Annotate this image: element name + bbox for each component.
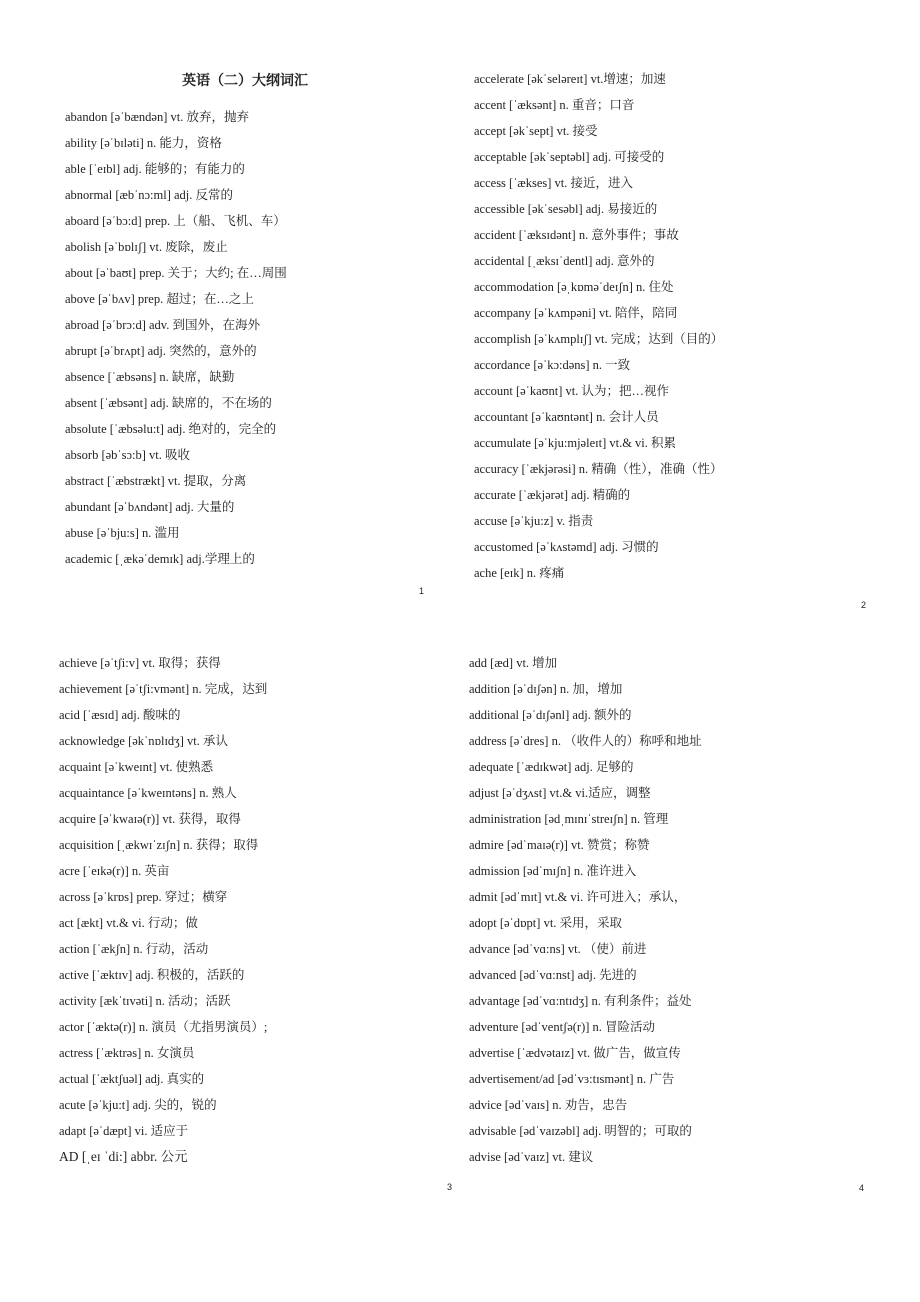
vocab-entry: absorb [əbˈsɔ:b] vt. 吸收: [65, 448, 190, 462]
vocab-entry: accordance [əˈkɔ:dəns] n. 一致: [474, 358, 631, 372]
vocab-entry: acknowledge [əkˈnɒlɪdʒ] vt. 承认: [59, 734, 228, 748]
vocab-entry: accumulate [əˈkju:mjəleɪt] vt.& vi. 积累: [474, 436, 677, 450]
vocab-entry: admission [ədˈmɪʃn] n. 准许进入: [469, 864, 637, 878]
vocab-entry: accidental [ˌæksɪˈdentl] adj. 意外的: [474, 254, 655, 268]
vocab-entry: accuse [əˈkju:z] v. 指责: [474, 514, 594, 528]
vocab-entry: adequate [ˈædɪkwət] adj. 足够的: [469, 760, 634, 774]
page-number-3: 3: [447, 1182, 453, 1192]
vocab-entry: abstract [ˈæbstrækt] vt. 提取，分离: [65, 474, 247, 488]
vocab-entry: adventure [ədˈventʃə(r)] n. 冒险活动: [469, 1020, 656, 1034]
vocab-entry: able [ˈeɪbl] adj. 能够的；有能力的: [65, 162, 245, 176]
vocab-entry: accompany [əˈkʌmpəni] vt. 陪伴，陪同: [474, 306, 678, 320]
vocab-entry: abroad [əˈbrɔ:d] adv. 到国外，在海外: [65, 318, 260, 332]
vocab-entry: account [əˈkaʊnt] vt. 认为；把…视作: [474, 384, 670, 398]
vocab-entry: achievement [əˈtʃi:vmənt] n. 完成，达到: [59, 682, 268, 696]
vocab-entry: across [əˈkrɒs] prep. 穿过；横穿: [59, 890, 228, 904]
vocab-entry: advantage [ədˈvɑ:ntɪdʒ] n. 有利条件；益处: [469, 994, 692, 1008]
vocab-entry: advertisement/ad [ədˈvɜ:tɪsmənt] n. 广告: [469, 1072, 675, 1086]
vocab-entry: absolute [ˈæbsəlu:t] adj. 绝对的，完全的: [65, 422, 277, 436]
vocab-entry: advisable [ədˈvaɪzəbl] adj. 明智的；可取的: [469, 1124, 692, 1138]
vocab-entry: access [ˈækses] vt. 接近，进入: [474, 176, 633, 190]
vocab-entry: addition [əˈdɪʃən] n. 加，增加: [469, 682, 623, 696]
vocab-entry: achieve [əˈtʃi:v] vt. 取得；获得: [59, 656, 221, 670]
vocab-entry: adjust [əˈdʒʌst] vt.& vi.适应，调整: [469, 786, 651, 800]
vocab-entry: acre [ˈeɪkə(r)] n. 英亩: [59, 864, 170, 878]
vocab-entry: accomplish [əˈkʌmplɪʃ] vt. 完成；达到（目的）: [474, 332, 724, 346]
vocab-entry: ability [əˈbɪləti] n. 能力，资格: [65, 136, 222, 150]
vocab-entry: adapt [əˈdæpt] vi. 适应于: [59, 1124, 189, 1138]
page-number-1: 1: [419, 586, 425, 596]
vocab-entry: AD [ˌeɪ ˈdi:] abbr. 公元: [59, 1149, 188, 1164]
page-number-2: 2: [861, 600, 867, 610]
vocab-entry: abrupt [əˈbrʌpt] adj. 突然的，意外的: [65, 344, 257, 358]
vocab-entry: absent [ˈæbsənt] adj. 缺席的，不在场的: [65, 396, 272, 410]
page-number-4: 4: [859, 1183, 865, 1193]
vocab-entry: actual [ˈæktʃuəl] adj. 真实的: [59, 1072, 205, 1086]
vocab-entry: accelerate [əkˈseləreɪt] vt.增速；加速: [474, 72, 666, 86]
vocab-entry: acquisition [ˌækwɪˈzɪʃn] n. 获得；取得: [59, 838, 259, 852]
vocab-entry: about [əˈbaʊt] prep. 关于；大约; 在…周围: [65, 266, 287, 280]
vocab-entry: accent [ˈæksənt] n. 重音；口音: [474, 98, 635, 112]
vocab-entry: acute [əˈkju:t] adj. 尖的，锐的: [59, 1098, 217, 1112]
word-column-1: [65, 104, 287, 572]
page-title: 英语（二）大纲词汇: [182, 73, 308, 89]
vocab-entry: acquire [əˈkwaɪə(r)] vt. 获得，取得: [59, 812, 241, 826]
vocab-entry: abuse [əˈbju:s] n. 滥用: [65, 526, 180, 540]
vocab-entry: admit [ədˈmɪt] vt.& vi. 许可进入；承认，: [469, 890, 687, 904]
vocab-entry: accuracy [ˈækjərəsi] n. 精确（性），准确（性）: [474, 462, 723, 476]
vocab-entry: admire [ədˈmaɪə(r)] vt. 赞赏；称赞: [469, 838, 650, 852]
vocab-entry: active [ˈæktɪv] adj. 积极的，活跃的: [59, 968, 245, 982]
vocab-entry: above [əˈbʌv] prep. 超过；在…之上: [65, 292, 254, 306]
vocab-entry: advanced [ədˈvɑ:nst] adj. 先进的: [469, 968, 637, 982]
vocab-entry: advise [ədˈvaɪz] vt. 建议: [469, 1150, 594, 1164]
vocab-entry: acquaintance [əˈkweɪntəns] n. 熟人: [59, 786, 237, 800]
vocab-entry: actor [ˈæktə(r)] n. 演员（尤指男演员）;: [59, 1020, 268, 1034]
vocab-entry: advance [ədˈvɑ:ns] vt. （使）前进: [469, 942, 647, 956]
vocab-entry: aboard [əˈbɔ:d] prep. 上（船、飞机、车）: [65, 214, 286, 228]
vocab-entry: add [æd] vt. 增加: [469, 656, 558, 670]
vocab-entry: additional [əˈdɪʃənl] adj. 额外的: [469, 708, 632, 722]
vocab-entry: accommodation [əˌkɒməˈdeɪʃn] n. 住处: [474, 280, 674, 294]
vocab-entry: abolish [əˈbɒlɪʃ] vt. 废除，废止: [65, 240, 228, 254]
word-column-4: [469, 650, 702, 1170]
vocab-entry: act [ækt] vt.& vi. 行动；做: [59, 916, 198, 930]
vocab-entry: accurate [ˈækjərət] adj. 精确的: [474, 488, 631, 502]
vocab-entry: ache [eɪk] n. 疼痛: [474, 566, 565, 580]
vocab-entry: actress [ˈæktrəs] n. 女演员: [59, 1046, 195, 1060]
vocab-entry: accept [əkˈsept] vt. 接受: [474, 124, 598, 138]
vocab-entry: advertise [ˈædvətaɪz] vt. 做广告，做宣传: [469, 1046, 681, 1060]
word-column-3: [59, 650, 267, 1170]
vocab-entry: accustomed [əˈkʌstəmd] adj. 习惯的: [474, 540, 659, 554]
vocab-entry: adopt [əˈdɒpt] vt. 采用，采取: [469, 916, 623, 930]
vocab-entry: address [əˈdres] n. （收件人的）称呼和地址: [469, 734, 702, 748]
vocab-entry: administration [ədˌmɪnɪˈstreɪʃn] n. 管理: [469, 812, 669, 826]
vocab-entry: absence [ˈæbsəns] n. 缺席，缺勤: [65, 370, 235, 384]
vocab-entry: accident [ˈæksɪdənt] n. 意外事件；事故: [474, 228, 679, 242]
vocab-entry: activity [ækˈtɪvəti] n. 活动；活跃: [59, 994, 231, 1008]
vocab-entry: abandon [əˈbændən] vt. 放弃，抛弃: [65, 110, 249, 124]
vocab-entry: accountant [əˈkaʊntənt] n. 会计人员: [474, 410, 659, 424]
vocab-entry: acid [ˈæsɪd] adj. 酸味的: [59, 708, 181, 722]
vocab-entry: acceptable [əkˈseptəbl] adj. 可接受的: [474, 150, 665, 164]
vocab-entry: abnormal [æbˈnɔ:ml] adj. 反常的: [65, 188, 234, 202]
word-column-2: [474, 66, 723, 586]
vocab-entry: acquaint [əˈkweɪnt] vt. 使熟悉: [59, 760, 214, 774]
vocab-entry: advice [ədˈvaɪs] n. 劝告，忠告: [469, 1098, 628, 1112]
vocab-entry: action [ˈækʃn] n. 行动，活动: [59, 942, 209, 956]
vocab-entry: academic [ˌækəˈdemɪk] adj.学理上的: [65, 552, 255, 566]
vocab-entry: accessible [əkˈsesəbl] adj. 易接近的: [474, 202, 658, 216]
vocab-entry: abundant [əˈbʌndənt] adj. 大量的: [65, 500, 235, 514]
